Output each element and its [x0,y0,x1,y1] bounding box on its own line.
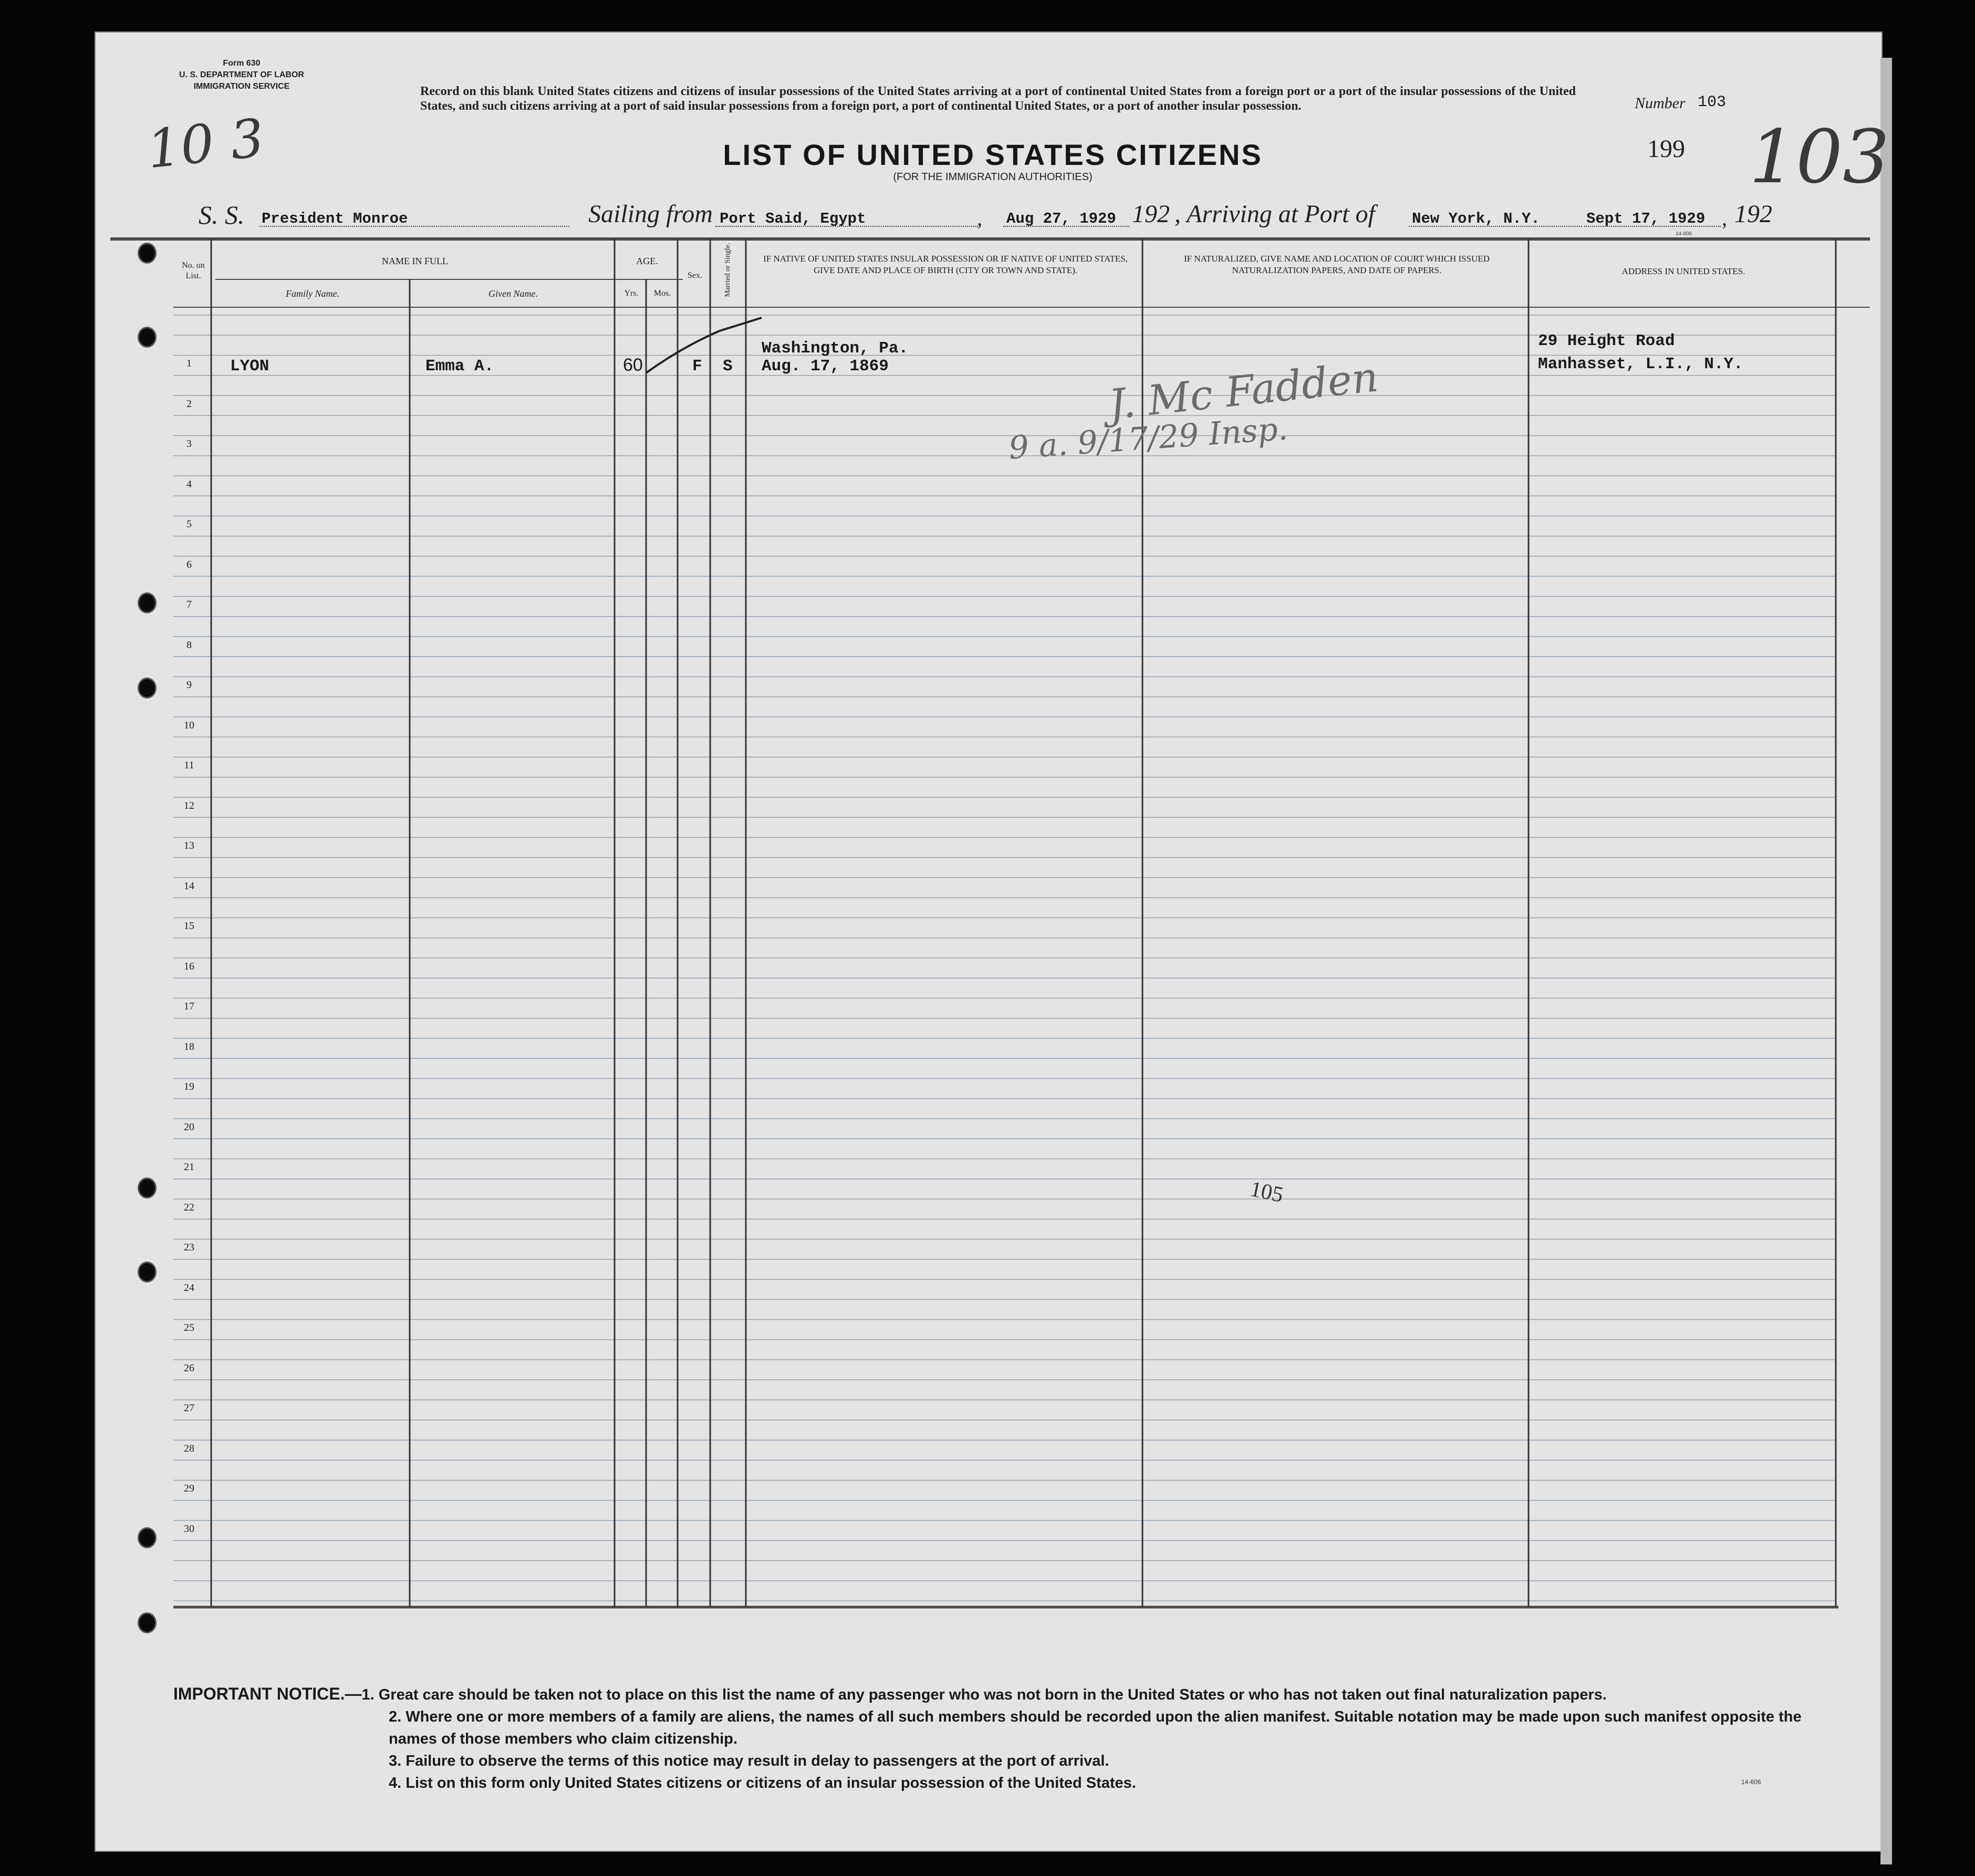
notice-heading: IMPORTANT NOTICE.— [173,1684,362,1703]
row-number: 13 [184,840,194,851]
entry-address-street: 29 Height Road [1538,332,1675,350]
handwritten-top-right: 103 [1749,114,1890,200]
row-number: 11 [184,759,194,771]
col-yrs: Yrs. [624,289,639,298]
row-number: 7 [186,599,192,610]
form-number: Form 630 [223,59,261,68]
ship-name: President Monroe [262,210,408,227]
entry-family-name: LYON [230,357,269,376]
year-prefix-1: 192 [1132,200,1170,228]
ss-label: S. S. [199,200,245,230]
row-number: 16 [184,960,194,972]
row-number: 12 [184,799,194,811]
row-number: 3 [186,438,192,450]
service: IMMIGRATION SERVICE [193,82,290,91]
row-number: 30 [184,1523,194,1535]
row-number: 2 [186,398,192,410]
entry-age-yrs: 60 [623,355,643,375]
col-birth: IF NATIVE OF UNITED STATES INSULAR POSSESSION OR IF NATIVE OF UNITED STATES, GIVE DATE AND PLACE OF BIRTH (CITY OR TOWN AND STATE). [763,254,1128,275]
comma: , [977,206,982,230]
col-sex: Sex. [688,271,702,280]
entry-sex: F [692,357,702,376]
year-prefix-2: 192 [1734,200,1772,228]
handwritten-top-left: 10 3 [144,107,267,181]
arrival-date: Sept 17, 1929 [1586,210,1706,227]
col-given-name: Given Name. [488,288,538,299]
stamp-number: 105 [1248,1176,1286,1208]
row-number: 23 [184,1242,194,1253]
row-number: 26 [184,1362,194,1374]
row-number: 24 [184,1281,194,1294]
inspection-notation: 9 a. 9/17/29 Insp. [1007,410,1289,467]
row-number: 22 [184,1201,194,1213]
row-number: 4 [186,478,192,490]
row-number: 29 [184,1483,194,1494]
row-number: 20 [184,1121,194,1133]
entry-married-single: S [723,357,733,376]
departure-date: Aug 27, 1929 [1006,210,1116,227]
row-number: 19 [184,1081,194,1092]
row-number: 21 [184,1161,194,1173]
footer-code: 14-606 [1741,1778,1761,1786]
form-instructions: Record on this blank United States citizens and citizens of insular possessions of the United States arriving at a port of continental United States from a foreign port or a port of the insular possessions of the United States, and such citizens arriving at a port of said insular possessions from a foreign port, a port of continental United States, or a port of another insular possession. [420,85,1576,113]
row-number: 5 [186,518,192,530]
inspector-signature: J. Mc Fadden [1106,353,1381,429]
entry-birth-date: Aug. 17, 1869 [762,357,889,376]
notice-item-1: IMPORTANT NOTICE.—1. Great care should be taken not to place on this list the name of any passenger who was not born in the United States or who has not taken out final naturalization papers. [173,1684,1607,1703]
entry-given-name: Emma A. [425,357,494,376]
row-number: 25 [184,1322,194,1333]
col-address: ADDRESS IN UNITED STATES. [1621,266,1745,276]
col-family-name: Family Name. [286,288,339,299]
arrival-port: New York, N.Y. [1412,210,1540,227]
sailing-from-label: Sailing from [588,200,713,228]
row-number: 9 [186,679,192,691]
entry-birth-place: Washington, Pa. [762,339,909,358]
col-naturalized: IF NATURALIZED, GIVE NAME AND LOCATION OF COURT WHICH ISSUED NATURALIZATION PAPERS, AND DATE OF PAPERS. [1183,254,1490,275]
form-title: LIST OF UNITED STATES CITIZENS [723,138,1263,171]
row-number: 17 [184,1000,194,1012]
notice-item-3: 3. Failure to observe the terms of this notice may result in delay to passengers at the port of arrival. [389,1753,1109,1769]
row-number: 27 [184,1402,194,1414]
row-number: 6 [186,558,192,570]
sailing-from: Port Said, Egypt [720,210,866,227]
comma: , [1722,206,1727,230]
check-mark [641,315,767,378]
department: U. S. DEPARTMENT OF LABOR [179,70,304,79]
page-ref: 199 [1647,135,1685,163]
row-number: 15 [184,920,194,932]
row-number: 18 [184,1040,194,1052]
printer-mark: 14-606 [1676,231,1692,237]
notice-item-4: 4. List on this form only United States citizens or citizens of an insular possession of the United States. [389,1775,1136,1791]
col-no-on-list: No. on List. [182,261,205,280]
col-name-in-full: NAME IN FULL [382,256,448,266]
important-notice [173,1683,1844,1794]
row-number: 8 [186,639,192,651]
row-number: 28 [184,1442,194,1454]
col-married-single: Married or Single. [724,243,732,297]
arriving-label: , Arriving at Port of [1174,200,1375,228]
row-number: 1 [186,358,192,369]
row-number: 10 [184,719,194,731]
entry-address-city: Manhasset, L.I., N.Y. [1538,355,1743,373]
row-number: 14 [184,880,194,892]
form-subtitle: (FOR THE IMMIGRATION AUTHORITIES) [893,171,1093,183]
col-mos: Mos. [653,289,671,298]
notice-item-2: 2. Where one or more members of a family are aliens, the names of all such members should be recorded upon the alien manifest. Suitable notation may be made upon such manifest opposite the names of those members who claim citizenship. [389,1708,1802,1747]
number-label: Number [1635,95,1686,112]
number-value: 103 [1698,93,1727,111]
col-age: AGE. [636,256,658,266]
